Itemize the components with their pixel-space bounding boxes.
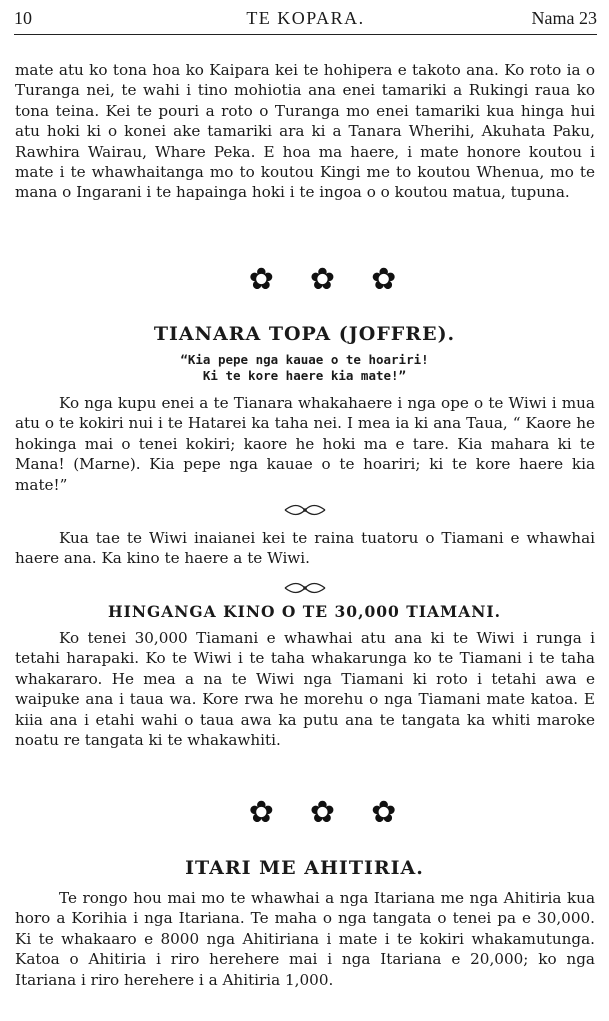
itari-block	[15, 888, 595, 990]
flower-ornament-icon: ✿	[371, 262, 433, 297]
fleuron-icon	[283, 503, 327, 517]
ornament-row	[0, 262, 609, 298]
issue-number: Nama 23	[531, 8, 597, 28]
flower-ornament-icon: ✿	[309, 795, 372, 830]
header-rule	[14, 34, 597, 35]
flower-ornament-icon: ✿	[248, 795, 310, 830]
joffre-block	[15, 393, 595, 495]
epigraph-line: “Kia pepe nga kauae o te hoariri!	[180, 352, 429, 367]
fleuron-divider	[0, 502, 609, 521]
wiwi-paragraph: Kua tae te Wiwi inaianei kei te raina tuatoru o Tiamani e whawhai haere ana. Ka kino te haere a te Wiwi.	[15, 529, 595, 568]
flower-ornament-icon: ✿	[371, 795, 433, 830]
itari-paragraph: Te rongo hou mai mo te whawhai a nga Itariana me nga Ahitiria kua horo a Korihia i nga Itariana. Te maha o nga tangata o tenei pa e 30,000. Ki te whakaaro e 8000 nga Ahitiriana i mate i te kokiri whakamutunga. Katoa o Ahitiria i riro herehere mai i nga Itariana e 20,000; ko nga Itariana i riro herehere i a Ahitiria 1,000.	[15, 889, 595, 989]
running-header	[14, 6, 597, 32]
epigraph-line: Ki te kore haere kia mate!”	[202, 368, 407, 383]
section-heading: ITARI ME AHITIRIA.	[185, 857, 424, 879]
ornament-row	[0, 795, 609, 831]
flower-ornament-icon: ✿	[309, 262, 372, 297]
fleuron-icon	[283, 581, 327, 595]
wiwi-block	[15, 528, 595, 569]
section-heading: HINGANGA KINO O TE 30,000 TIAMANI.	[107, 602, 502, 621]
intro-paragraph: mate atu ko tona hoa ko Kaipara kei te hohipera e takoto ana. Ko roto ia o Turanga nei, te wahi i tino mohiotia ana enei tamariki a Rukingi raua ko tona teina. Kei te pouri a roto o Turanga mo enei tamariki kua hinga hui atu hoki ki o konei ake tamariki ara ki a Tanara Wherihi, Akuhata Paku, Rawhira Wairau, Whare Peka. E hoa ma haere, i mate honore koutou i mate i te whawhaitanga mo to koutou Kingi me to koutou Whenua, mo te mana o Ingarani i te hapainga hoki i te ingoa o o koutou matua, tupuna.	[15, 61, 595, 202]
hinganga-paragraph: Ko tenei 30,000 Tiamani e whawhai atu ana ki te Wiwi i runga i tetahi harapaki. Ko te Wiwi i te taha whakarunga ko te Tiamani i te taha whakararo. He mea a na te Wiwi nga Tiamani ki roto i tetahi awa e waipuke ana i taua wa. Kore rwa he morehu o nga Tiamani mate katoa. E kiia ana i etahi wahi o taua awa ka putu ana te tangata ka whiti maroke noatu re tangata ki te whakawhiti.	[15, 629, 595, 750]
hinganga-block	[15, 628, 595, 750]
publication-title: TE KOPARA.	[246, 8, 365, 28]
flower-ornament-icon: ✿	[248, 262, 310, 297]
section-heading: TIANARA TOPA (JOFFRE).	[153, 323, 456, 345]
page-number: 10	[14, 8, 32, 28]
epigraph	[0, 352, 609, 384]
joffre-paragraph: Ko nga kupu enei a te Tianara whakahaere i nga ope o te Wiwi i mua atu o te kokiri nui i te Hatarei ka taha nei. I mea ia ki ana Taua, “ Kaore he hokinga mai o tenei kokiri; kaore he hoki ma e tare. Kia mahara ki te Mana! (Marne). Kia pepe nga kauae o te hoariri; ki te kore haere kia mate!”	[15, 394, 595, 494]
intro-block	[15, 60, 595, 203]
fleuron-divider	[0, 580, 609, 599]
